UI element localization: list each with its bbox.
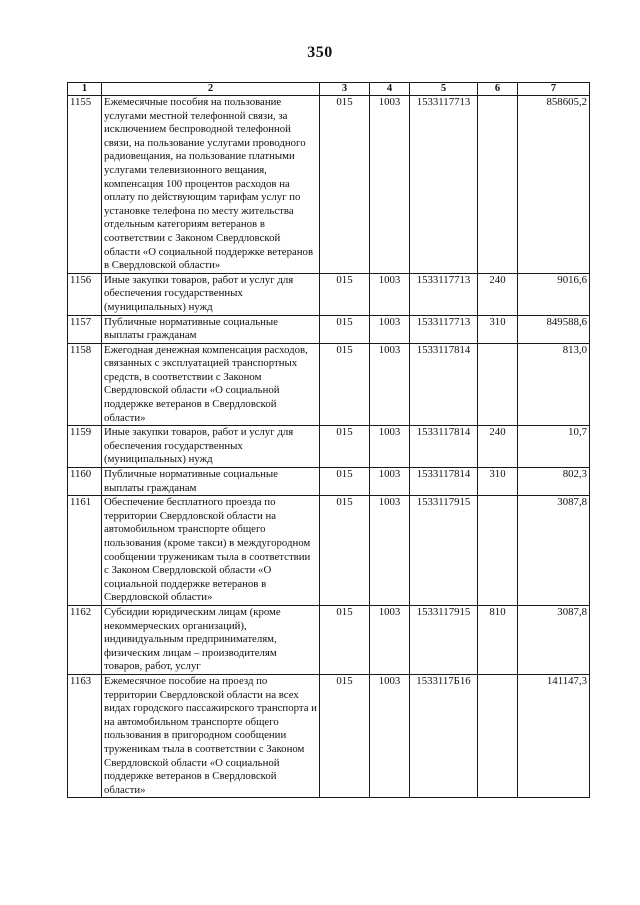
row-section-code: 1003 [370,96,410,274]
row-ministry-code: 015 [320,674,370,797]
row-expense-type [478,343,518,426]
row-ministry-code: 015 [320,426,370,468]
row-description: Публичные нормативные социальные выплаты гражданам [102,468,320,496]
table-row [68,343,590,426]
row-expense-type: 240 [478,273,518,315]
row-section-code: 1003 [370,343,410,426]
row-amount: 858605,2 [518,96,590,274]
row-expense-type: 310 [478,468,518,496]
row-amount: 3087,8 [518,496,590,606]
row-number: 1156 [68,273,102,315]
row-amount: 849588,6 [518,315,590,343]
row-amount: 141147,3 [518,674,590,797]
row-number: 1155 [68,96,102,274]
row-number: 1162 [68,605,102,674]
row-description: Ежемесячные пособия на пользование услугами местной телефонной связи, за исключением беспроводной телефонной связи, на пользование услугами проводного радиовещания, на пользование платными услугами телевизионного вещания, компенсация 100 процентов расходов на оплату по действующим тарифам услуг по установке телефона по месту жительства отдельным категориям ветеранов в соответствии с Законом Свердловской области «О социальной поддержке ветеранов в Свердловской области» [102,96,320,274]
row-amount: 9016,6 [518,273,590,315]
row-ministry-code: 015 [320,496,370,606]
row-section-code: 1003 [370,674,410,797]
row-description: Субсидии юридическим лицам (кроме некоммерческих организаций), индивидуальным предпринимателям, физическим лицам – производителям товаров, работ, услуг [102,605,320,674]
row-description: Ежегодная денежная компенсация расходов, связанных с эксплуатацией транспортных средств, в соответствии с Законом Свердловской области «О социальной поддержке ветеранов в Свердловской области» [102,343,320,426]
table-row [68,468,590,496]
row-amount: 813,0 [518,343,590,426]
row-number: 1158 [68,343,102,426]
row-expense-type: 240 [478,426,518,468]
row-ministry-code: 015 [320,343,370,426]
table-row [68,273,590,315]
row-ministry-code: 015 [320,315,370,343]
row-expense-type [478,96,518,274]
row-ministry-code: 015 [320,605,370,674]
header-col-2: 2 [102,83,320,96]
row-number: 1161 [68,496,102,606]
row-description: Иные закупки товаров, работ и услуг для обеспечения государственных (муниципальных) нужд [102,273,320,315]
row-expense-type [478,674,518,797]
row-number: 1160 [68,468,102,496]
row-number: 1159 [68,426,102,468]
row-description: Обеспечение бесплатного проезда по территории Свердловской области на автомобильном транспорте общего пользования (кроме такси) в междугородном сообщении труженикам тыла в соответствии с Законом Свердловской области «О социальной поддержке ветеранов в Свердловской области» [102,496,320,606]
header-col-7: 7 [518,83,590,96]
table-row [68,426,590,468]
row-description: Публичные нормативные социальные выплаты гражданам [102,315,320,343]
table-row [68,605,590,674]
table-header-row [68,83,590,96]
header-col-5: 5 [410,83,478,96]
header-col-3: 3 [320,83,370,96]
row-description: Ежемесячное пособие на проезд по территории Свердловской области на всех видах городского пассажирского транспорта и на автомобильном транспорте общего пользования в пригородном сообщении труженикам тыла в соответствии с Законом Свердловской области «О социальной поддержке ветеранов в Свердловской области» [102,674,320,797]
table-row [68,674,590,797]
row-target-code: 1533117713 [410,315,478,343]
row-section-code: 1003 [370,605,410,674]
row-ministry-code: 015 [320,468,370,496]
row-target-code: 1533117713 [410,273,478,315]
row-expense-type: 310 [478,315,518,343]
row-target-code: 1533117814 [410,426,478,468]
header-col-4: 4 [370,83,410,96]
row-number: 1157 [68,315,102,343]
page-number: 350 [307,44,333,61]
table-row [68,96,590,274]
row-target-code: 1533117Б16 [410,674,478,797]
row-amount: 10,7 [518,426,590,468]
row-number: 1163 [68,674,102,797]
table-row [68,496,590,606]
row-amount: 3087,8 [518,605,590,674]
row-expense-type [478,496,518,606]
row-target-code: 1533117814 [410,343,478,426]
budget-table [67,82,590,798]
row-section-code: 1003 [370,273,410,315]
row-expense-type: 810 [478,605,518,674]
row-section-code: 1003 [370,315,410,343]
row-amount: 802,3 [518,468,590,496]
table-row [68,315,590,343]
row-section-code: 1003 [370,496,410,606]
row-target-code: 1533117915 [410,496,478,606]
row-description: Иные закупки товаров, работ и услуг для обеспечения государственных (муниципальных) нужд [102,426,320,468]
header-col-6: 6 [478,83,518,96]
row-ministry-code: 015 [320,96,370,274]
row-ministry-code: 015 [320,273,370,315]
row-section-code: 1003 [370,468,410,496]
row-target-code: 1533117713 [410,96,478,274]
header-col-1: 1 [68,83,102,96]
row-target-code: 1533117915 [410,605,478,674]
row-target-code: 1533117814 [410,468,478,496]
row-section-code: 1003 [370,426,410,468]
